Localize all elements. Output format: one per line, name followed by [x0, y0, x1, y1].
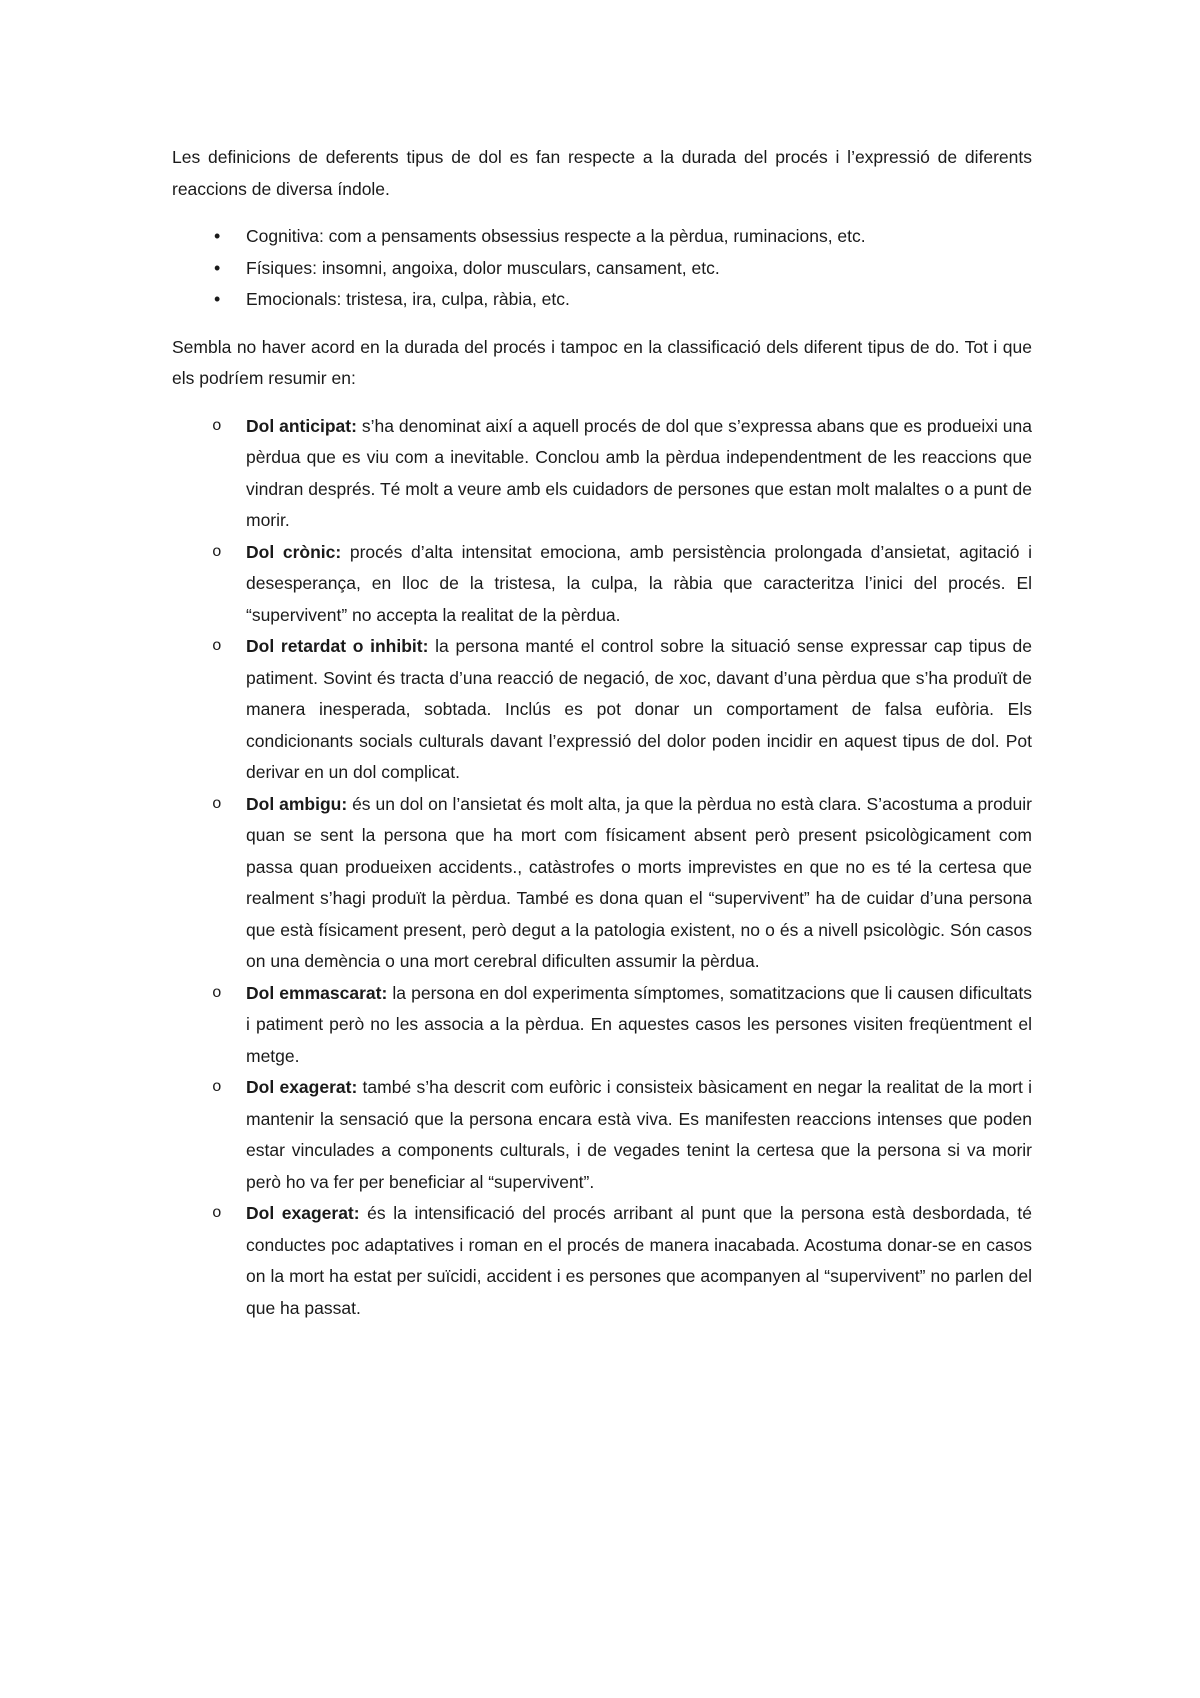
- grief-type-description: la persona en dol experimenta símptomes, somatitzacions que li causen dificultats i patiment però no les associa a la pèrdua. En aquestes casos les persones visiten freqüentment el metge.: [246, 982, 1032, 1066]
- grief-type-description: és un dol on l’ansietat és molt alta, ja que la pèrdua no està clara. S’acostuma a produir quan se sent la persona que ha mort com físicament absent però present psicològicament com passa quan produeixen accidents., catàstrofes o morts imprevistes en que no es té la certesa que realment s’hagi produït la pèrdua. També es dona quan el “supervivent” ha de cuidar d’una persona que està físicament present, però degut a la patologia existent, no o és a nivell psicològic. Són casos on una demència o una mort cerebral dificulten assumir la pèrdua.: [246, 793, 1032, 971]
- grief-type-description: també s’ha descrit com eufòric i consisteix bàsicament en negar la realitat de la mort i mantenir la sensació que la persona encara està viva. Es manifesten reaccions intenses que poden estar vinculades a components culturals, i de vegades tenint la certesa que la persona si va morir però ho va fer per beneficiar al “supervivent”.: [246, 1077, 1032, 1192]
- circle-bullet-icon: o: [212, 1078, 222, 1096]
- list-item: [172, 978, 1032, 1073]
- grief-type-description: s’ha denominat així a aquell procés de dol que s’expressa abans que es produeixi una pèrdua que es viu com a inevitable. Conclou amb la pèrdua independentment de les reaccions que vindran després. Té molt a veure amb els cuidadors de persones que estan molt malaltes o a punt de morir.: [246, 415, 1032, 530]
- list-item-text: Emocionals: tristesa, ira, culpa, ràbia, etc.: [246, 289, 570, 309]
- list-item: [172, 253, 1032, 285]
- grief-type-term: Dol exagerat:: [246, 1203, 360, 1223]
- reaction-types-list: [172, 221, 1032, 316]
- grief-type-term: Dol emmascarat:: [246, 982, 388, 1003]
- circle-bullet-icon: o: [212, 1204, 222, 1222]
- intro-paragraph: Les definicions de deferents tipus de dol es fan respecte a la durada del procés i l’expressió de diferents reaccions de diversa índole.: [172, 147, 1032, 199]
- grief-type-term: Dol exagerat:: [246, 1077, 358, 1097]
- circle-bullet-icon: o: [212, 794, 222, 813]
- circle-bullet-icon: o: [212, 542, 222, 561]
- circle-bullet-icon: o: [212, 416, 222, 435]
- list-item-text: Cognitiva: com a pensaments obsessius respecte a la pèrdua, ruminacions, etc.: [246, 226, 866, 246]
- list-item: [172, 537, 1032, 632]
- list-item: [172, 284, 1032, 316]
- list-item: [172, 631, 1032, 789]
- grief-type-term: Dol retardat o inhibit:: [246, 636, 429, 656]
- grief-types-list: [172, 411, 1032, 1325]
- bullet-icon: •: [214, 226, 221, 246]
- transition-paragraph: Sembla no haver acord en la durada del procés i tampoc en la classificació dels diferent tipus de do. Tot i que els podríem resumir en:: [172, 336, 1032, 388]
- grief-type-description: la persona manté el control sobre la situació sense expressar cap tipus de patiment. Sovint és tracta d’una reacció de negació, de xoc, davant d’una pèrdua que s’ha produït de manera inesperada, sobtada. Inclús es pot donar un comportament de falsa eufòria. Els condicionants socials culturals davant l’expressió del dolor poden incidir en aquest tipus de dol. Pot derivar en un dol complicat.: [246, 636, 1032, 782]
- list-item: [172, 411, 1032, 537]
- grief-type-term: Dol ambigu:: [246, 793, 348, 814]
- list-item: [172, 221, 1032, 253]
- circle-bullet-icon: o: [212, 983, 222, 1002]
- list-item: [172, 789, 1032, 978]
- list-item: [172, 1072, 1032, 1198]
- grief-type-description: procés d’alta intensitat emociona, amb persistència prolongada d’ansietat, agitació i desesperança, en lloc de la tristesa, la culpa, la ràbia que caracteritza l’inici del procés. El “supervivent” no accepta la realitat de la pèrdua.: [246, 541, 1032, 625]
- grief-type-description: és la intensificació del procés arribant al punt que la persona està desbordada, té conductes poc adaptatives i roman en el procés de manera inacabada. Acostuma donar-se en casos on la mort ha estat per suïcidi, accident i es persones que acompanyen al “supervivent” no parlen del que ha passat.: [246, 1203, 1032, 1318]
- list-item-text: Físiques: insomni, angoixa, dolor musculars, cansament, etc.: [246, 257, 720, 278]
- bullet-icon: •: [214, 289, 221, 309]
- grief-type-term: Dol crònic:: [246, 541, 342, 562]
- bullet-icon: •: [214, 257, 221, 278]
- list-item: [172, 1198, 1032, 1324]
- circle-bullet-icon: o: [212, 637, 222, 655]
- grief-type-term: Dol anticipat:: [246, 415, 357, 436]
